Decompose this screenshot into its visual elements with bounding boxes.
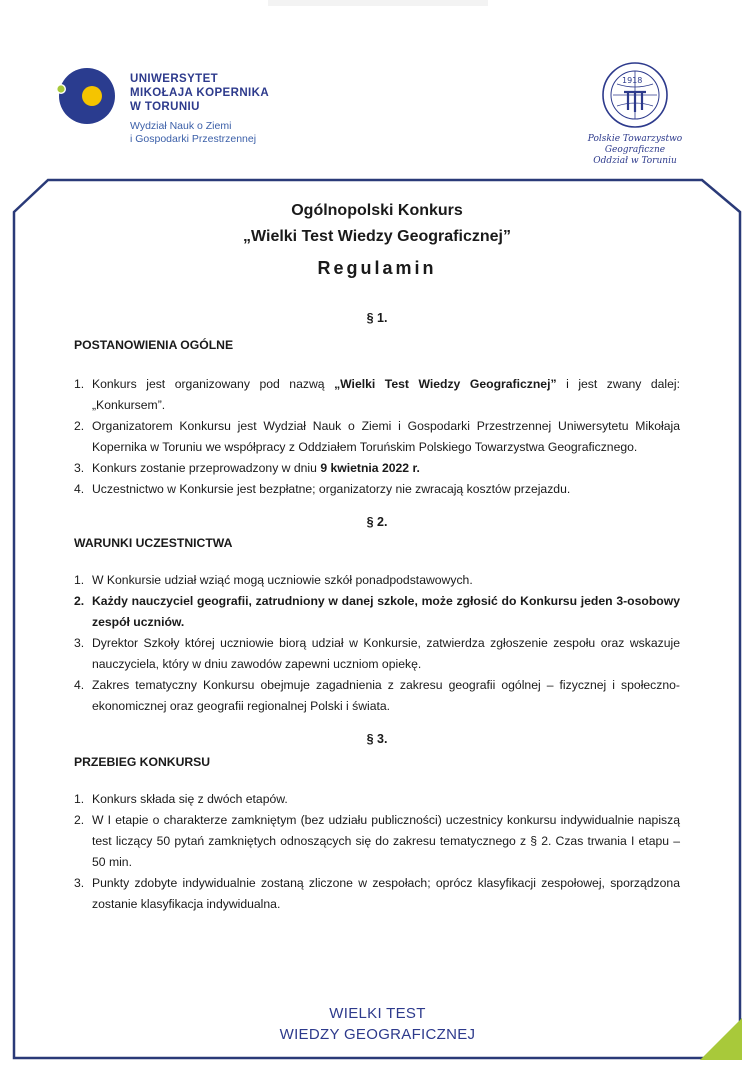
ptg-name-line2: Oddział w Toruniu — [593, 156, 677, 166]
umk-logo — [40, 48, 276, 158]
section3-heading: PRZEBIEG KONKURSU — [74, 755, 211, 769]
title-line1: Ogólnopolski Konkurs — [291, 202, 463, 219]
list-item: 3. Dyrektor Szkoły której uczniowie biorą udział w Konkursie, zatwierdza zgłoszenie zespołu oraz wskazuje nauczyciela, który w dniu zawodów zapewni uczniom opiekę. — [74, 636, 680, 671]
title-line2: „Wielki Test Wiedzy Geograficznej” — [243, 228, 511, 245]
list-item: 1. W Konkursie udział wziąć mogą uczniowie szkół ponadpodstawowych. — [74, 573, 473, 587]
umk-name-line2: MIKOŁAJA KOPERNIKA — [130, 87, 270, 99]
list-item: 2. Organizatorem Konkursu jest Wydział Nauk o Ziemi i Gospodarki Przestrzennej Uniwersytetu Mikołaja Kopernika w Toruniu we współpracy z Oddziałem Toruńskim Polskiego Towarzystwa Geograficznego. — [74, 419, 680, 454]
umk-dept-line2: i Gospodarki Przestrzennej — [130, 133, 257, 145]
section2-number: § 2. — [366, 515, 388, 529]
list-item: 2. Każdy nauczyciel geografii, zatrudniony w danej szkole, może zgłosić do Konkursu jeden 3-osobowy zespół uczniów. — [74, 594, 680, 629]
umk-name-line1: UNIWERSYTET — [130, 73, 219, 85]
list-item: 1. Konkurs składa się z dwóch etapów. — [74, 792, 288, 806]
section2-heading: WARUNKI UCZESTNICTWA — [74, 536, 233, 550]
title-regulamin: Regulamin — [317, 258, 437, 278]
ptg-logo — [560, 60, 710, 166]
section3-list — [74, 789, 680, 915]
umk-dept-line1: Wydział Nauk o Ziemi — [130, 120, 232, 132]
ptg-year: 1918 — [622, 76, 643, 85]
list-item: 3. Konkurs zostanie przeprowadzony w dniu 9 kwietnia 2022 r. — [74, 461, 420, 475]
section1-heading: POSTANOWIENIA OGÓLNE — [74, 338, 234, 352]
document-body — [74, 198, 680, 915]
section1-number: § 1. — [366, 311, 388, 325]
umk-emblem-icon — [56, 66, 116, 126]
list-item: 4. Zakres tematyczny Konkursu obejmuje zagadnienia z zakresu geografii ogólnej – fizycznej i społeczno-ekonomicznej oraz geografii regionalnej Polski i świata. — [74, 678, 680, 713]
list-item: 3. Punkty zdobyte indywidualnie zostaną zliczone w zespołach; oprócz klasyfikacji zespołowej, sporządzona zostanie klasyfikacja indywidualna. — [74, 876, 680, 911]
section1-list — [74, 374, 680, 500]
umk-name-line3: W TORUNIU — [130, 101, 200, 113]
footer-line2: WIEDZY GEOGRAFICZNEJ — [279, 1026, 476, 1043]
section2-list — [74, 570, 680, 717]
top-strip — [268, 0, 488, 6]
list-item: 2. W I etapie o charakterze zamkniętym (bez udziału publiczności) uczestnicy konkursu indywidualnie napiszą test liczący 50 pytań zamkniętych odnoszących się do zakresu tematycznego z § 2. Czas trwania I etapu – 50 min. — [74, 813, 680, 869]
green-corner-accent — [700, 1018, 742, 1060]
ptg-name-line1: Polskie Towarzystwo Geograficzne — [587, 134, 683, 155]
list-item: 4. Uczestnictwo w Konkursie jest bezpłatne; organizatorzy nie zwracają kosztów przejazdu. — [74, 482, 571, 496]
section3-number: § 3. — [366, 732, 388, 746]
footer-brand — [200, 1003, 555, 1045]
list-item: 1. Konkurs jest organizowany pod nazwą „Wielki Test Wiedzy Geograficznej” i jest zwany dalej: „Konkursem”. — [74, 377, 681, 412]
footer-line1: WIELKI TEST — [329, 1005, 426, 1022]
ptg-seal-icon — [600, 60, 670, 130]
